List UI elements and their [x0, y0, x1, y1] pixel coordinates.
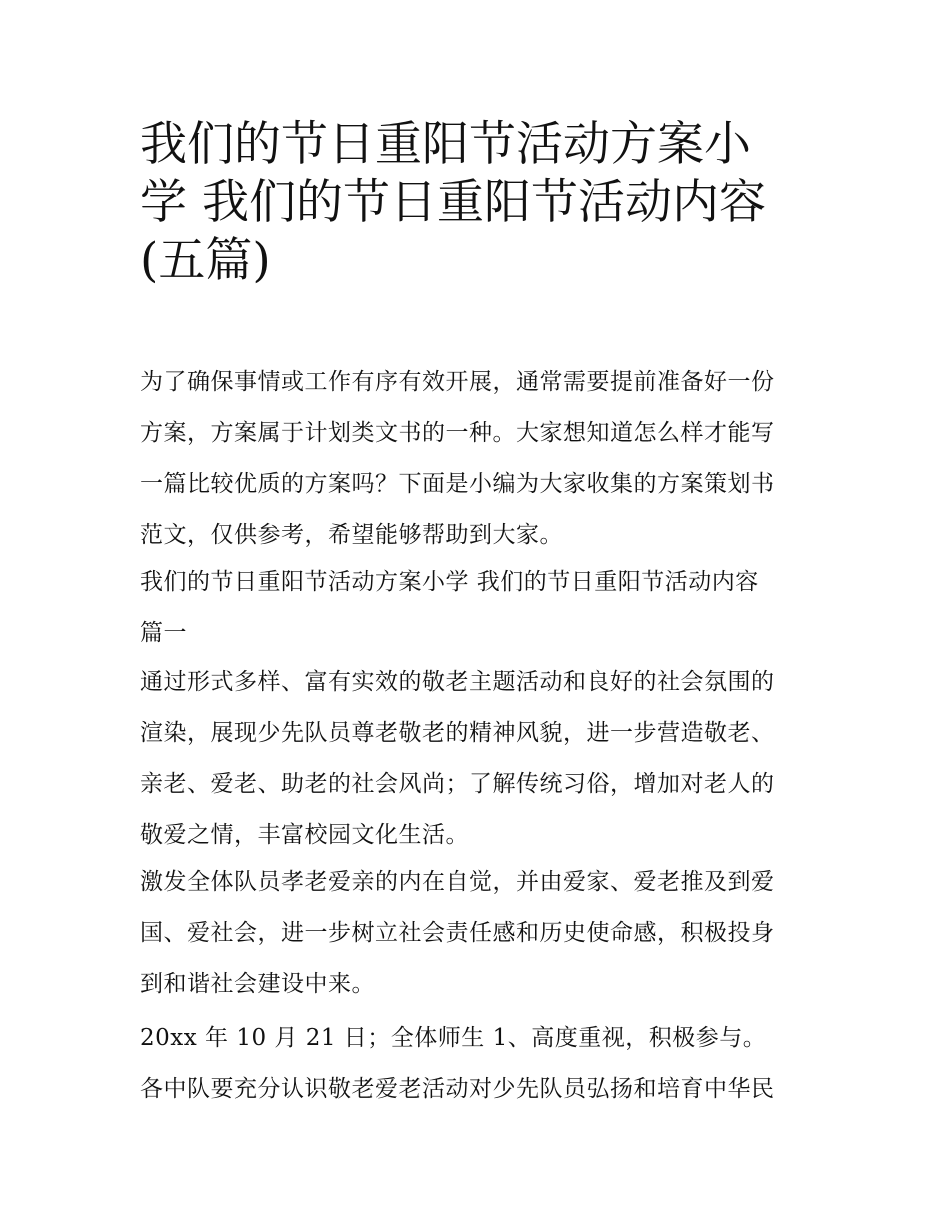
section-heading-paragraph [140, 568, 815, 670]
paragraph-line: 到和谐社会建设中来。 [140, 971, 375, 997]
title-line: (五篇) [140, 233, 271, 288]
paragraph-line: 为了确保事情或工作有序有效开展，通常需要提前准备好一份 [140, 369, 775, 395]
paragraph-line: 亲老、爱老、助老的社会风尚；了解传统习俗，增加对老人的 [140, 771, 775, 797]
paragraph-line: 篇一 [140, 620, 187, 646]
paragraph-line: 范文，仅供参考，希望能够帮助到大家。 [140, 522, 563, 548]
paragraph-line: 方案，方案属于计划类文书的一种。大家想知道怎么样才能写 [140, 420, 775, 446]
paragraph-line: 我们的节日重阳节活动方案小学 我们的节日重阳节活动内容 [140, 569, 759, 595]
intro-paragraph [140, 368, 815, 572]
paragraph-line: 各中队要充分认识敬老爱老活动对少先队员弘扬和培育中华民 [140, 1076, 775, 1102]
date-paragraph [140, 1024, 815, 1075]
requirement-paragraph [140, 1075, 815, 1126]
paragraph-line: 一篇比较优质的方案吗？下面是小编为大家收集的方案策划书 [140, 471, 775, 497]
paragraph-line: 国、爱社会，进一步树立社会责任感和历史使命感，积极投身 [140, 920, 775, 946]
title-line: 学 我们的节日重阳节活动内容 [140, 175, 766, 230]
goal-paragraph [140, 868, 815, 1021]
paragraph-line: 渲染，展现少先队员尊老敬老的精神风貌，进一步营造敬老、 [140, 720, 775, 746]
title-line: 我们的节日重阳节活动方案小 [140, 117, 751, 172]
purpose-paragraph [140, 668, 815, 872]
document-title [140, 116, 820, 290]
paragraph-line: 20xx 年 10 月 21 日；全体师生 1、高度重视，积极参与。 [140, 1025, 767, 1051]
paragraph-line: 激发全体队员孝老爱亲的内在自觉，并由爱家、爱老推及到爱 [140, 869, 775, 895]
paragraph-line: 敬爱之情，丰富校园文化生活。 [140, 822, 469, 848]
paragraph-line: 通过形式多样、富有实效的敬老主题活动和良好的社会氛围的 [140, 669, 775, 695]
